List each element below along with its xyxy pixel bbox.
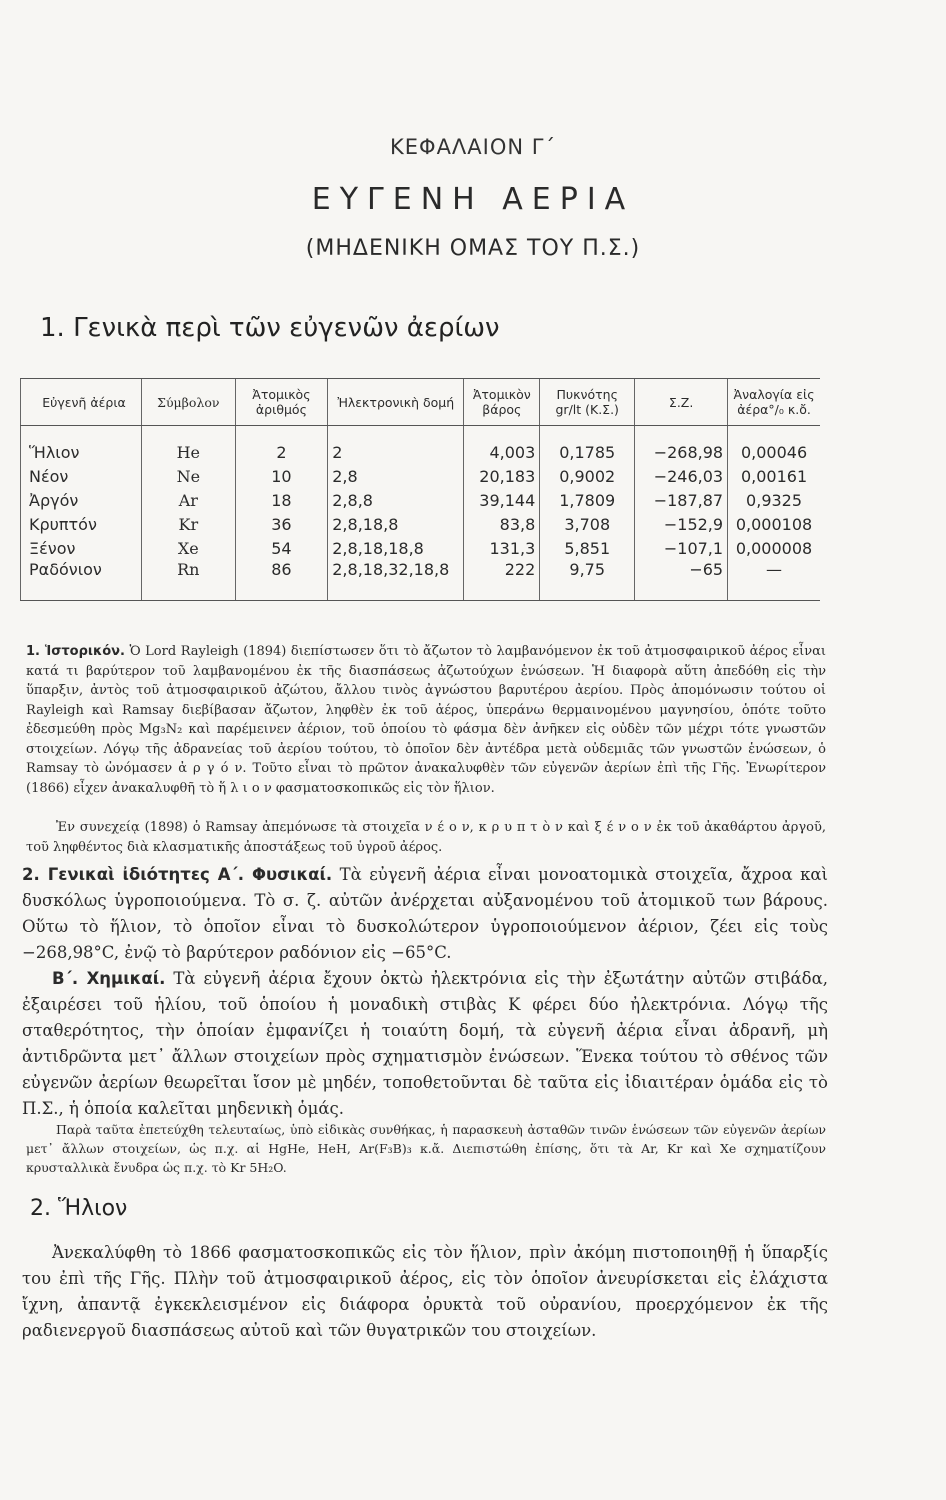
- cell-boiling-point: −65: [635, 560, 728, 601]
- cell-atomic-weight: 39,144: [464, 488, 540, 512]
- general-lead: 2. Γενικαὶ ἰδιότητες Α΄. Φυσικαί.: [22, 865, 333, 884]
- cell-density: 1,7809: [540, 488, 635, 512]
- cell-symbol: Ar: [142, 488, 236, 512]
- section-1-heading: 1. Γενικὰ περὶ τῶν εὐγενῶν ἀερίων: [40, 313, 500, 343]
- cell-boiling-point: −268,98: [635, 426, 728, 465]
- chapter-title: ΕΥΓΕΝΗ ΑΕΡΙΑ: [311, 182, 635, 217]
- cell-symbol: Kr: [142, 512, 236, 536]
- helium-paragraph: Ἀνεκαλύφθη τὸ 1866 φασματοσκοπικῶς εἰς τὸν ἥλιον, πρὶν ἀκόμη πιστοποιηθῇ ἡ ὕπαρξίς του ἐπὶ τῆς Γῆς. Πλὴν τοῦ ἀτμοσφαιρικοῦ ἀέρος, εἰς τὸν ὁποῖον ἀνευρίσκεται εἰς ἐλάχιστα ἴχνη, ἀπαντᾷ ἐγκεκλεισμένον εἰς διάφορα ὀρυκτὰ τοῦ οὐρανίου, προερχόμενον ἐκ τῆς ραδιενεργοῦ διασπάσεως αὐτοῦ καὶ τῶν θυγατρικῶν του στοιχείων.: [22, 1243, 828, 1340]
- cell-electron-structure: 2,8: [328, 464, 464, 488]
- cell-gas: Ἥλιον: [21, 426, 142, 465]
- cell-atomic-number: 18: [235, 488, 328, 512]
- cell-boiling-point: −107,1: [635, 536, 728, 560]
- cell-air-ratio: 0,00161: [728, 464, 820, 488]
- cell-air-ratio: 0,9325: [728, 488, 820, 512]
- cell-atomic-weight: 4,003: [464, 426, 540, 465]
- cell-symbol: Rn: [142, 560, 236, 601]
- cell-density: 3,708: [540, 512, 635, 536]
- header-symbol: Σύμβολον: [142, 379, 236, 426]
- table-row: [21, 488, 821, 512]
- cell-atomic-number: 10: [235, 464, 328, 488]
- header-atomic-number: Ἀτομικὸς ἀριθμός: [235, 379, 328, 426]
- cell-atomic-weight: 131,3: [464, 536, 540, 560]
- cell-electron-structure: 2,8,8: [328, 488, 464, 512]
- table-row: [21, 426, 821, 465]
- historical-paragraph: [26, 642, 826, 798]
- cell-density: 9,75: [540, 560, 635, 601]
- cell-density: 0,9002: [540, 464, 635, 488]
- cell-boiling-point: −187,87: [635, 488, 728, 512]
- noble-gases-table: [20, 378, 820, 601]
- historical-text: Ὁ Lord Rayleigh (1894) διεπίστωσεν ὅτι τὸ ἄζωτον τὸ λαμβανόμενον ἐκ τοῦ ἀτμοσφαιρικοῦ ἀέρος εἶναι κατά τι βαρύτερον τοῦ λαμβανομένου ἐκ τῆς διασπάσεως ἀζωτούχων ἑνώσεων. Ἡ διαφορὰ αὕτη ἀπεδόθη εἰς τὴν ὕπαρξιν, ἀντὸς τοῦ ἀτμοσφαιρικοῦ ἀζώτου, ἄλλου τινὸς ἀγνώστου βαρυτέρου ἀερίου. Πρὸς ἀπομόνωσιν τούτου οἱ Rayleigh καὶ Ramsay διεβίβασαν ἄζωτον, ληφθὲν ἐκ τοῦ ἀέρος, ὑπεράνω θερμαινομένου μαγνησίου, ὁπότε τοῦτο ἐδεσμεύθη πρὸς Mg₃N₂ καὶ παρέμεινεν ἀέριον, τοῦ ὁποίου τὸ φάσμα δὲν ἀνῆκεν εἰς οὐδὲν τῶν μέχρι τότε γνωστῶν στοιχείων. Λόγῳ τῆς ἀδρανείας τοῦ ἀερίου τούτου, τὸ ὁποῖον δὲν ἀντέδρα μετὰ οὐδεμιᾶς τῶν γνωστῶν ἑνώσεων, ὁ Ramsay τὸ ὠνόμασεν ἀ ρ γ ό ν. Τοῦτο εἶναι τὸ πρῶτον ἀνακαλυφθὲν τῶν εὐγενῶν ἀερίων ἐπὶ τῆς Γῆς. Ἐνωρίτερον (1866) εἶχεν ἀνακαλυφθῆ τὸ ἥ λ ι ο ν φασματοσκοπικῶς εἰς τὸν ἥλιον.: [26, 644, 826, 796]
- table-row: [21, 536, 821, 560]
- table-row: [21, 560, 821, 601]
- header-air-ratio: Ἀναλογία εἰς ἀέρα°/₀ κ.ὄ.: [728, 379, 820, 426]
- cell-electron-structure: 2,8,18,8: [328, 512, 464, 536]
- cell-symbol: He: [142, 426, 236, 465]
- cell-atomic-number: 2: [235, 426, 328, 465]
- section-2-heading: 2. Ἥλιον: [30, 1196, 128, 1221]
- chemical-text: Τὰ εὐγενῆ ἀέρια ἔχουν ὀκτὼ ἠλεκτρόνια εἰς τὴν ἐξωτάτην αὐτῶν στιβάδα, ἐξαιρέσει τοῦ ἡλίου, τοῦ ὁποίου ἡ μοναδικὴ στιβὰς Κ φέρει δύο ἠλεκτρόνια. Λόγῳ τῆς σταθερότητος, τὴν ὁποίαν ἐμφανίζει ἡ τοιαύτη δομή, τὰ εὐγενῆ ἀέρια εἶναι ἀδρανῆ, μὴ ἀντιδρῶντα μετ᾽ ἄλλων στοιχείων πρὸς σχηματισμὸν ἑνώσεων. Ἕνεκα τούτου τὸ σθένος τῶν εὐγενῶν ἀερίων θεωρεῖται ἴσον μὲ μηδέν, τοποθετοῦνται δὲ ταῦτα εἰς ἰδιαιτέραν ὁμάδα εἰς τὸ Π.Σ., ἡ ὁποία καλεῖται μηδενικὴ ὁμάς.: [22, 969, 828, 1118]
- cell-air-ratio: 0,000108: [728, 512, 820, 536]
- header-atomic-weight: Ἀτομικὸν βάρος: [464, 379, 540, 426]
- cell-symbol: Ne: [142, 464, 236, 488]
- chapter-subtitle: (ΜΗΔΕΝΙΚΗ ΟΜΑΣ ΤΟΥ Π.Σ.): [305, 236, 641, 261]
- table-row: [21, 512, 821, 536]
- chemical-lead: Β΄. Χημικαί.: [52, 969, 166, 988]
- cell-electron-structure: 2,8,18,18,8: [328, 536, 464, 560]
- cell-gas: Ραδόνιον: [21, 560, 142, 601]
- header-density: Πυκνότης gr/lt (Κ.Σ.): [540, 379, 635, 426]
- physical-properties-paragraph: [22, 862, 828, 966]
- cell-atomic-number: 86: [235, 560, 328, 601]
- table-header-row: [21, 379, 821, 426]
- note-paragraph: Παρὰ ταῦτα ἐπετεύχθη τελευταίως, ὑπὸ εἰδικὰς συνθήκας, ἡ παρασκευὴ ἀσταθῶν τινῶν ἑνώσεων τῶν εὐγενῶν ἀερίων μετ᾽ ἄλλων στοιχείων, ὡς π.χ. αἱ HgHe, HeH, Ar(F₃B)₃ κ.ἄ. Διεπιστώθη ἐπίσης, ὅτι τὰ Ar, Kr καὶ Xe σχηματίζουν κρυσταλλικὰ ἔνυδρα ὡς π.χ. τὸ Kr 5H₂O.: [26, 1122, 826, 1175]
- cell-gas: Κρυπτόν: [21, 512, 142, 536]
- cell-air-ratio: —: [728, 560, 820, 601]
- chapter-label: ΚΕΦΑΛΑΙΟΝ Γ΄: [390, 135, 556, 159]
- cell-gas: Νέον: [21, 464, 142, 488]
- cell-atomic-number: 54: [235, 536, 328, 560]
- cell-density: 0,1785: [540, 426, 635, 465]
- cell-atomic-weight: 83,8: [464, 512, 540, 536]
- historical-paragraph-2: Ἐν συνεχείᾳ (1898) ὁ Ramsay ἀπεμόνωσε τὰ στοιχεῖα ν έ ο ν, κ ρ υ π τ ὸ ν καὶ ξ έ ν ο ν ἐκ τοῦ ἀκαθάρτου ἀργοῦ, τοῦ ληφθέντος διὰ κλασματικῆς ἀποστάξεως τοῦ ὑγροῦ ἀέρος.: [26, 820, 826, 855]
- historical-lead: 1. Ἱστορικόν.: [26, 644, 125, 659]
- physical-text: Τὰ εὐγενῆ ἀέρια εἶναι μονοατομικὰ στοιχεῖα, ἄχροα καὶ δυσκόλως ὑγροποιούμενα. Τὸ σ. ζ. αὐτῶν ἀνέρχεται αὐξανομένου τοῦ ἀτομικοῦ των βάρους. Οὕτω τὸ ἥλιον, τὸ ὁποῖον εἶναι τὸ δυσκολώτερον ὑγροποιούμενον ἀέριον, ζέει εἰς τοὺς −268,98°C, ἐνῷ τὸ βαρύτερον ραδόνιον εἰς −65°C.: [22, 865, 828, 962]
- cell-boiling-point: −152,9: [635, 512, 728, 536]
- cell-electron-structure: 2,8,18,32,18,8: [328, 560, 464, 601]
- header-boiling-point: Σ.Ζ.: [635, 379, 728, 426]
- cell-boiling-point: −246,03: [635, 464, 728, 488]
- chemical-properties-paragraph: [22, 966, 828, 1122]
- header-gas: Εὐγενῆ ἀέρια: [21, 379, 142, 426]
- cell-gas: Ἀργόν: [21, 488, 142, 512]
- cell-density: 5,851: [540, 536, 635, 560]
- cell-atomic-weight: 20,183: [464, 464, 540, 488]
- table-row: [21, 464, 821, 488]
- cell-air-ratio: 0,000008: [728, 536, 820, 560]
- cell-symbol: Xe: [142, 536, 236, 560]
- header-electron-structure: Ἠλεκτρονικὴ δομή: [328, 379, 464, 426]
- cell-gas: Ξένον: [21, 536, 142, 560]
- cell-atomic-number: 36: [235, 512, 328, 536]
- cell-electron-structure: 2: [328, 426, 464, 465]
- cell-atomic-weight: 222: [464, 560, 540, 601]
- cell-air-ratio: 0,00046: [728, 426, 820, 465]
